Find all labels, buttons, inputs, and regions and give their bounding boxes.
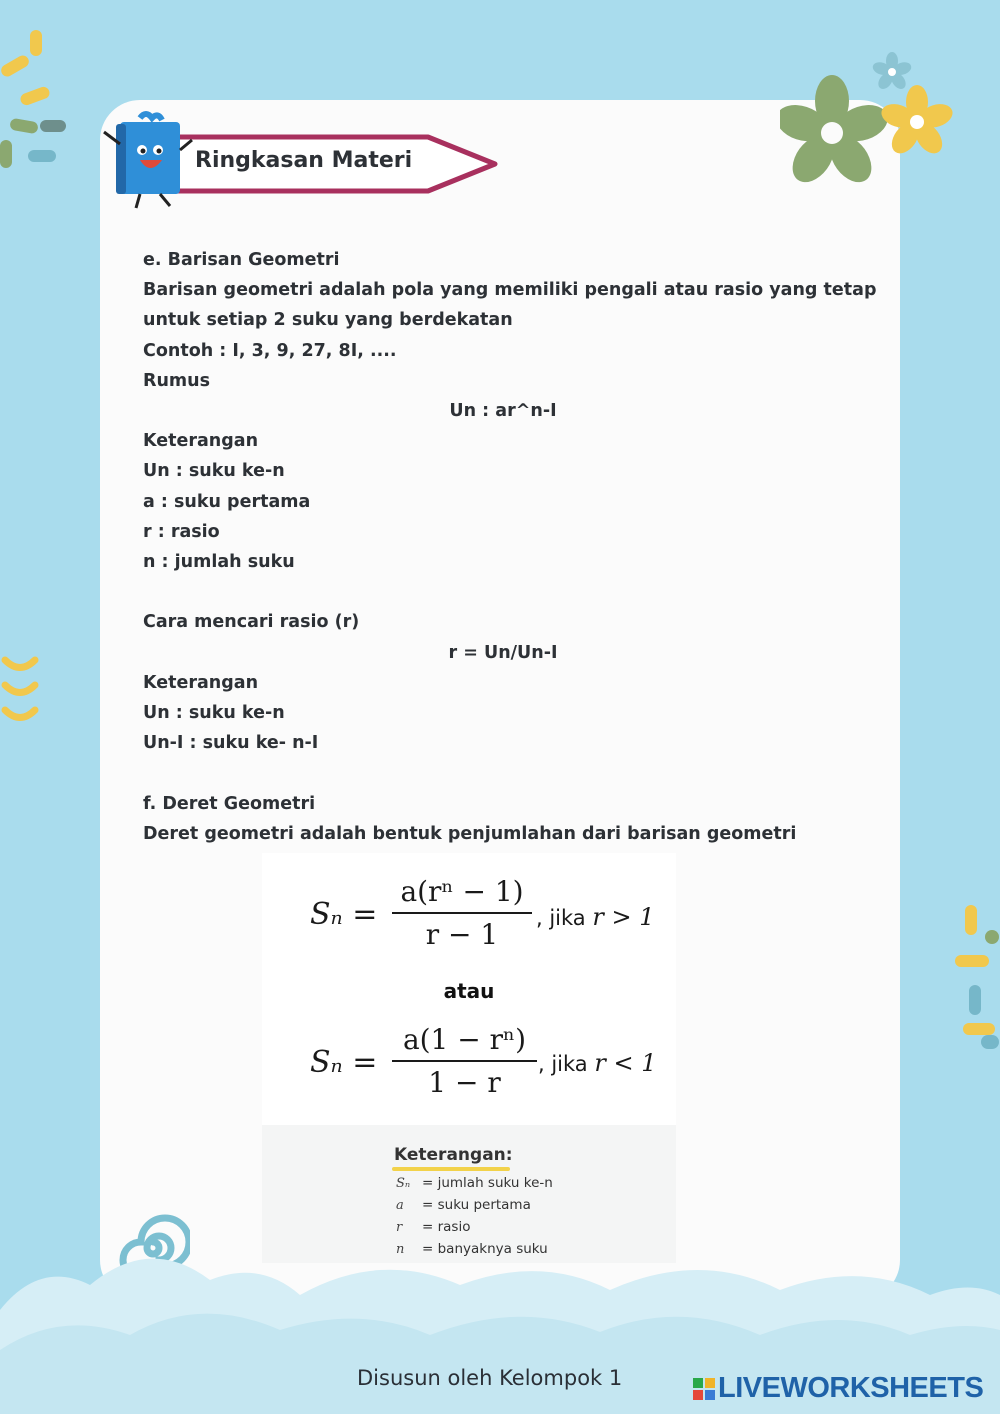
- legend-label: Keterangan: [143, 431, 259, 452]
- legend-symbol: n: [396, 1242, 405, 1257]
- legend-symbol: a: [396, 1198, 404, 1213]
- flower-yellow-icon: [880, 85, 955, 160]
- legend-item: Un : suku ke-n: [143, 461, 285, 482]
- condition-math: r > 1: [592, 903, 655, 931]
- legend-text: = jumlah suku ke-n: [422, 1175, 553, 1191]
- formula-denominator: r − 1: [425, 918, 499, 951]
- legend-item: Un : suku ke-n: [143, 703, 285, 724]
- legend-symbol: r: [396, 1220, 403, 1235]
- formula-numerator: a(rⁿ − 1): [400, 875, 524, 908]
- series-formula-figure: [262, 853, 676, 1263]
- legend-text: = rasio: [422, 1219, 471, 1235]
- formula-un: Un : ar^n-I: [449, 401, 557, 422]
- formula-legend-row: [396, 1197, 531, 1213]
- footer-credit: Disusun oleh Kelompok 1: [357, 1366, 623, 1390]
- formula-legend-row: [396, 1219, 470, 1235]
- formula-label: Rumus: [143, 370, 211, 391]
- definition-line: Deret geometri adalah bentuk penjumlahan dari barisan geometri: [143, 823, 797, 844]
- condition-math: r < 1: [594, 1049, 657, 1077]
- legend-symbol: Sₙ: [396, 1176, 411, 1191]
- liveworksheets-logo-icon: [693, 1372, 717, 1406]
- legend-item: r : rasio: [143, 521, 220, 542]
- squiggle-left: [0, 655, 60, 745]
- formula-denominator: 1 − r: [428, 1066, 501, 1099]
- example-line: Contoh : I, 3, 9, 27, 8I, ....: [143, 340, 397, 361]
- legend-label: Keterangan: [143, 672, 259, 693]
- legend-item: Un-I : suku ke- n-I: [143, 733, 319, 754]
- legend-text: = suku pertama: [422, 1197, 531, 1213]
- flower-blue-icon: [870, 50, 915, 95]
- formula-legend-title: Keterangan:: [394, 1145, 513, 1165]
- definition-line: Barisan geometri adalah pola yang memiliki pengali atau rasio yang tetap: [143, 280, 877, 301]
- section-heading-deret: f. Deret Geometri: [143, 793, 316, 814]
- confetti-right: [955, 905, 1000, 1055]
- legend-item: n : jumlah suku: [143, 552, 295, 573]
- section-heading-barisan: e. Barisan Geometri: [143, 250, 340, 270]
- confetti-top-left: [0, 30, 80, 180]
- condition-text: , jika: [536, 906, 586, 930]
- condition-text: , jika: [538, 1052, 588, 1076]
- banner-title: Ringkasan Materi: [195, 148, 413, 173]
- formula-fraction: [392, 1023, 537, 1099]
- formula-fraction: [392, 875, 532, 951]
- formula-legend-row: [396, 1175, 553, 1191]
- book-mascot-icon: [104, 114, 192, 208]
- summary-content: [143, 245, 883, 849]
- legend-item: a : suku pertama: [143, 491, 311, 512]
- formula-lhs: Sₙ =: [310, 1045, 378, 1080]
- definition-line: untuk setiap 2 suku yang berdekatan: [143, 310, 513, 331]
- formula-lhs: Sₙ =: [310, 897, 378, 932]
- formula-condition: [536, 903, 654, 931]
- formula-numerator: a(1 − rⁿ): [402, 1023, 527, 1056]
- formula-ratio: r = Un/Un-I: [448, 642, 558, 663]
- legend-text: = banyaknya suku: [422, 1241, 548, 1257]
- ratio-label: Cara mencari rasio (r): [143, 612, 360, 633]
- atau-label: atau: [443, 979, 495, 1003]
- liveworksheets-brand[interactable]: LIVEWORKSHEETS: [718, 1372, 984, 1404]
- formula-condition: [538, 1049, 656, 1077]
